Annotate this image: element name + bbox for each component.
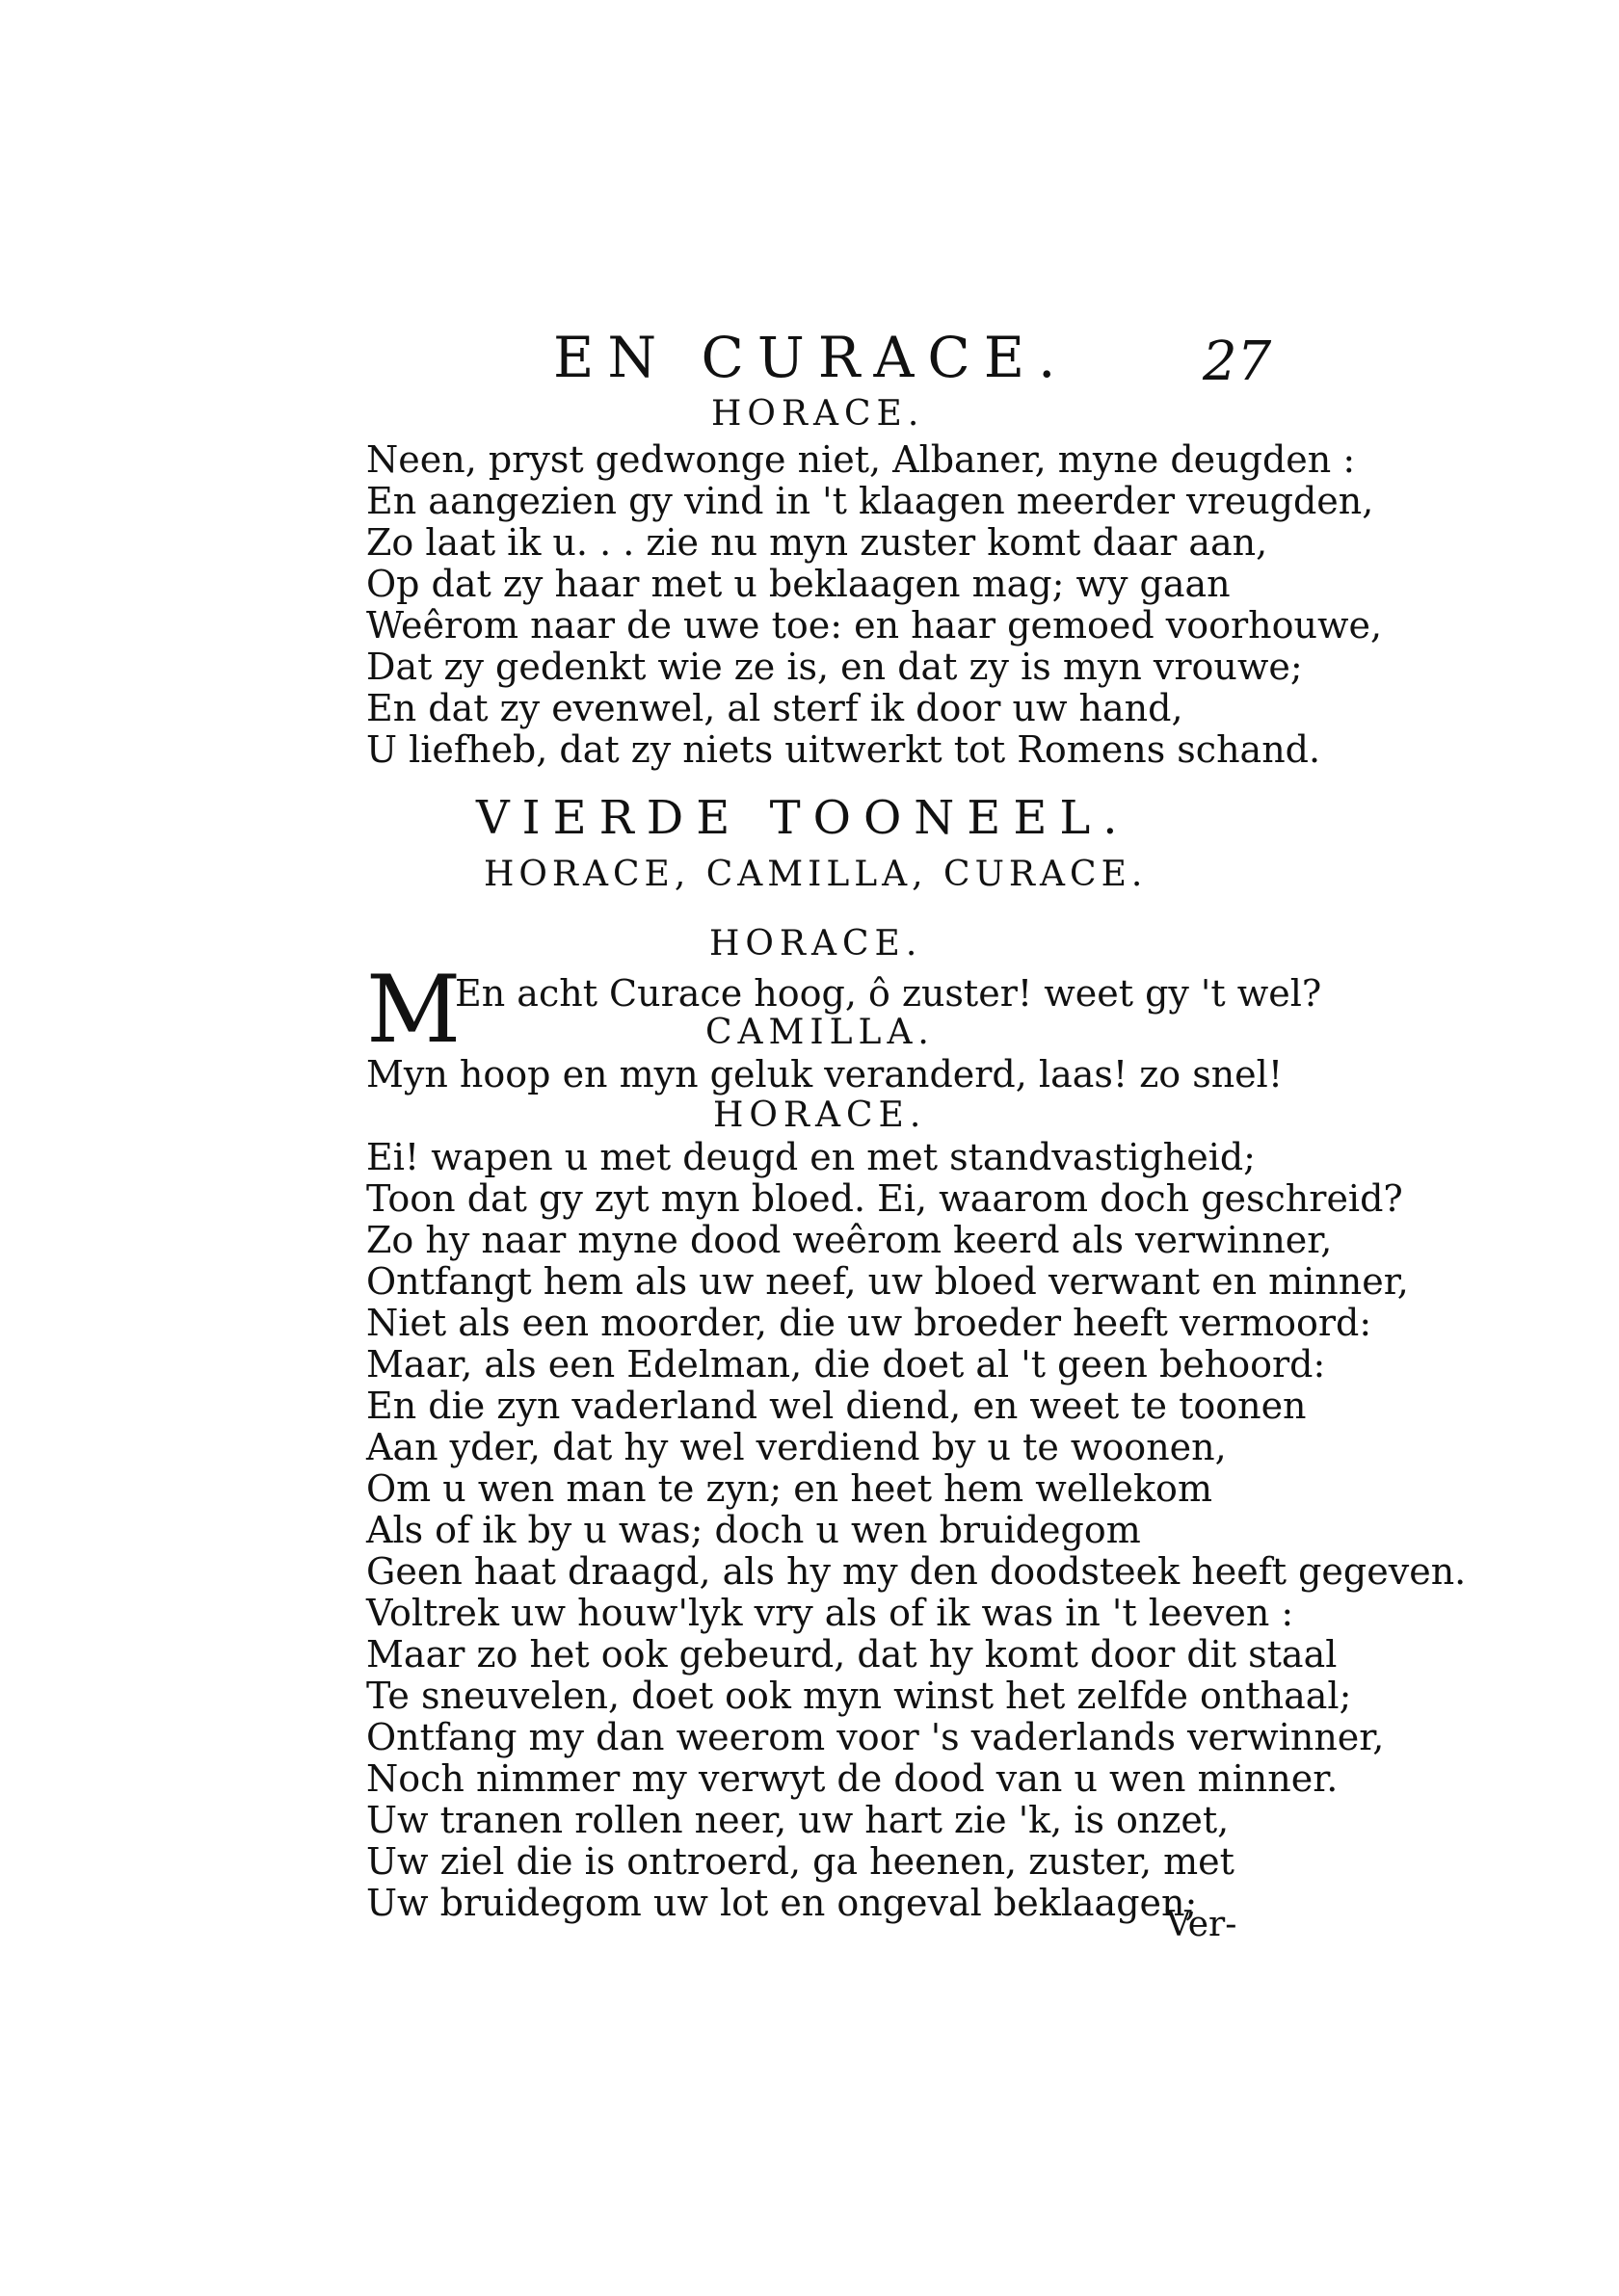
verse-line: Om u wen man te zyn; en heet hem wellekom (366, 1467, 1212, 1510)
verse-line: Zo hy naar myne dood weêrom keerd als verwinner, (366, 1219, 1333, 1261)
scene-title: VIERDE TOONEEL. (476, 791, 1130, 845)
catchword: Ver- (1166, 1905, 1237, 1944)
verse-line: Maar zo het ook gebeurd, dat hy komt door dit staal (366, 1633, 1338, 1676)
speaker-horace: HORACE. (713, 1095, 927, 1135)
verse-line: En aangezien gy vind in 't klaagen meerder vreugden, (366, 480, 1374, 522)
verse-line: Ontfangt hem als uw neef, uw bloed verwant en minner, (366, 1260, 1409, 1303)
speaker-horace: HORACE. (709, 924, 923, 963)
verse-line: Dat zy gedenkt wie ze is, en dat zy is myn vrouwe; (366, 646, 1303, 688)
verse-line: U liefheb, dat zy niets uitwerkt tot Romens schand. (366, 728, 1321, 771)
verse-line: Op dat zy haar met u beklaagen mag; wy gaan (366, 563, 1231, 605)
verse-line: Noch nimmer my verwyt de dood van u wen minner. (366, 1757, 1339, 1800)
verse-line: Uw bruidegom uw lot en ongeval beklaagen; (366, 1882, 1198, 1924)
verse-line: Uw tranen rollen neer, uw hart zie 'k, is onzet, (366, 1799, 1230, 1841)
verse-line: Myn hoop en myn geluk veranderd, laas! zo snel! (366, 1053, 1284, 1095)
page-number: 27 (1203, 330, 1272, 393)
verse-line: En die zyn vaderland wel diend, en weet te toonen (366, 1385, 1307, 1427)
verse-line: Als of ik by u was; doch u wen bruidegom (366, 1509, 1141, 1551)
verse-line: Uw ziel die is ontroerd, ga heenen, zuster, met (366, 1840, 1234, 1883)
running-head: EN CURACE. (553, 325, 1070, 390)
verse-line: Maar, als een Edelman, die doet al 't geen behoord: (366, 1343, 1326, 1386)
verse-line: En acht Curace hoog, ô zuster! weet gy 't wel? (455, 972, 1322, 1015)
verse-line: Geen haat draagd, als hy my den doodsteek heeft gegeven. (366, 1550, 1467, 1593)
verse-line: Ontfang my dan weerom voor 's vaderlands verwinner, (366, 1716, 1385, 1758)
drop-cap: M (366, 956, 462, 1064)
scene-persons: HORACE, CAMILLA, CURACE. (484, 855, 1148, 894)
verse-line: Niet als een moorder, die uw broeder heeft vermoord: (366, 1302, 1372, 1344)
verse-line: Zo laat ik u. . . zie nu myn zuster komt daar aan, (366, 521, 1268, 564)
verse-line: Neen, pryst gedwonge niet, Albaner, myne deugden : (366, 438, 1356, 481)
verse-line: Aan yder, dat hy wel verdiend by u te woonen, (366, 1426, 1227, 1468)
verse-line: Weêrom naar de uwe toe: en haar gemoed voorhouwe, (366, 604, 1383, 647)
verse-line: Te sneuvelen, doet ook myn winst het zelfde onthaal; (366, 1675, 1352, 1717)
verse-line: Toon dat gy zyt myn bloed. Ei, waarom doch geschreid? (366, 1177, 1403, 1220)
verse-line: En dat zy evenwel, al sterf ik door uw hand, (366, 687, 1183, 729)
speaker-horace: HORACE. (711, 394, 925, 434)
speaker-camilla: CAMILLA. (705, 1013, 935, 1052)
verse-line: Voltrek uw houw'lyk vry als of ik was in 't leeven : (366, 1592, 1294, 1634)
verse-line: Ei! wapen u met deugd en met standvastigheid; (366, 1136, 1256, 1178)
